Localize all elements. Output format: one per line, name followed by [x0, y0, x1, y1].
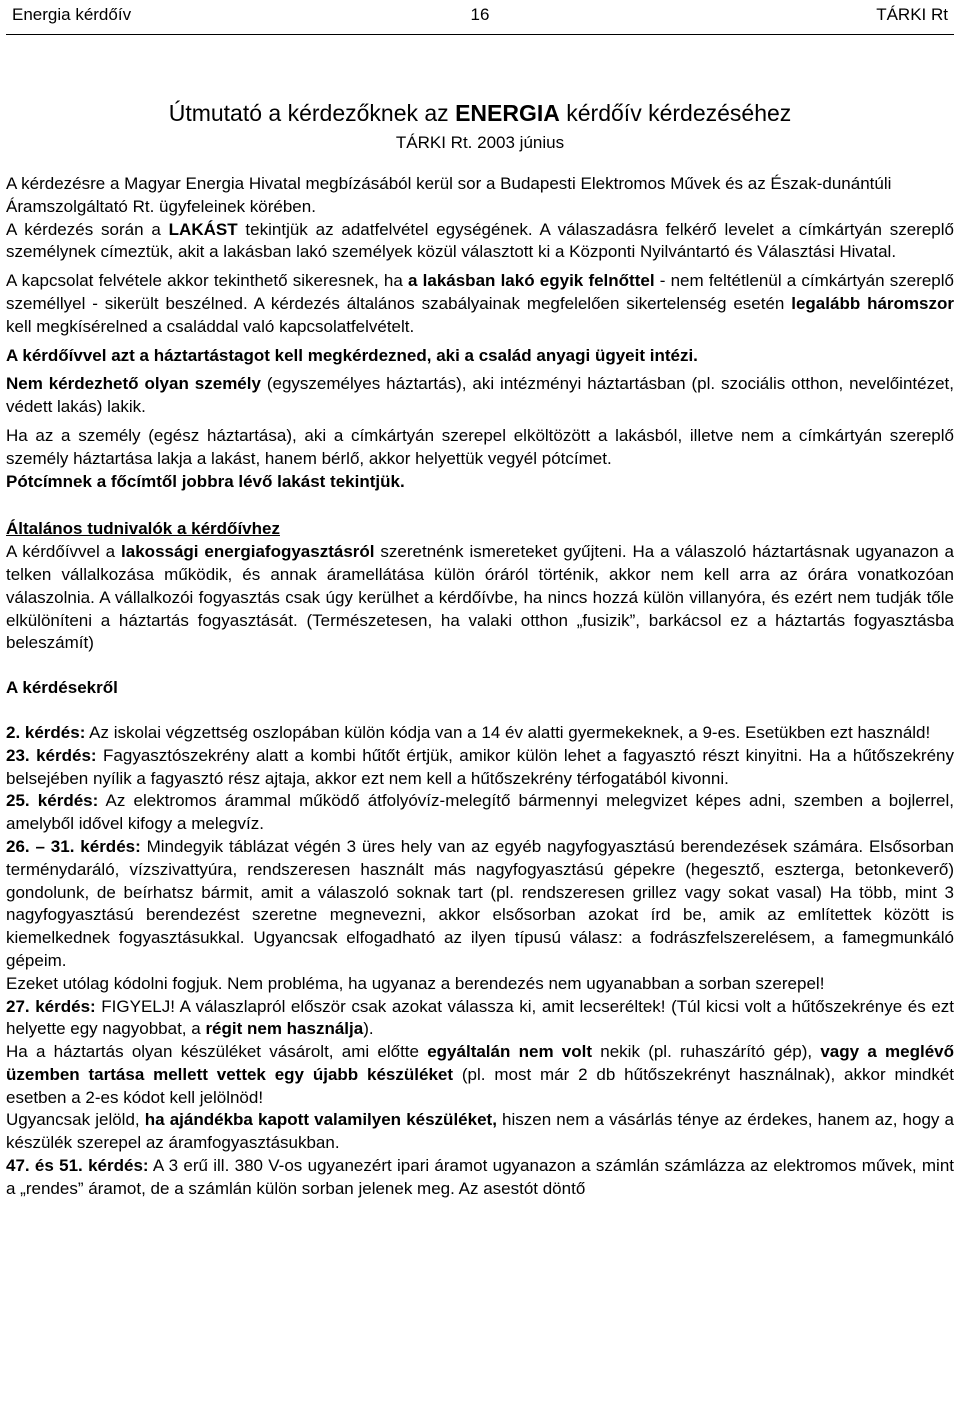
intro-2b: a lakásban lakó egyik felnőttel — [408, 271, 655, 291]
intro-paragraph-1a: A kérdezésre a Magyar Energia Hivatal megbízásából kerül sor a Budapesti Elektromos Művek és az Észak-dunántúli Áramszolgáltató Rt. ügyfeleinek körében. — [6, 174, 892, 216]
page-header — [6, 0, 954, 35]
intro-paragraph-4 — [6, 373, 954, 419]
intro-4-bold: Nem kérdezhető olyan személy — [6, 374, 261, 394]
general-paragraph — [6, 541, 954, 655]
intro-paragraph-3 — [6, 345, 954, 368]
intro-2e: legalább háromszor — [791, 293, 954, 313]
title-post: kérdőív kérdezéséhez — [559, 100, 792, 126]
general-b: lakossági energiafogyasztásról — [121, 542, 375, 562]
question-25-text: Az elektromos árammal működő átfolyóvíz-melegítő bármennyi melegvizet képes adni, szemben a bojlerrel, amelyből idővel kifogy a melegvíz. — [6, 791, 954, 834]
question-27-p3-b: ha ajándékba kapott valamilyen készüléket, — [144, 1110, 497, 1130]
intro-2d: A kérdezés általános szabályainak megfelelően sikertelenség esetén — [247, 293, 792, 313]
question-47-51 — [6, 1155, 954, 1201]
question-26-label: 26. – 31. kérdés: — [6, 836, 141, 856]
question-27-b: régit nem használja — [205, 1019, 364, 1039]
question-27-p2-a: Ha a háztartás olyan készüléket vásárolt, ami előtte — [6, 1042, 428, 1062]
question-27 — [6, 996, 954, 1042]
question-47-text: A 3 erű ill. 380 V-os ugyanezért ipari áramot ugyanazon a számlán számlázza az elektromos művek, mint a „rendes” áramot, de a számlán külön sorban jelenek meg. Az asestót döntő — [6, 1156, 954, 1198]
question-26-31 — [6, 836, 954, 973]
question-26-extra: Ezeket utólag kódolni fogjuk. Nem probléma, ha ugyanaz a berendezés nem ugyanabban a sorban szerepel! — [6, 973, 825, 993]
question-27-p2-c: nekik (pl. ruhaszárító gép), — [592, 1042, 821, 1062]
question-27-label: 27. kérdés: — [6, 996, 96, 1016]
header-right: TÁRKI Rt — [876, 5, 948, 24]
intro-2a: A kapcsolat felvétele akkor tekinthető sikeresnek, ha — [6, 271, 408, 291]
intro-1b-pre: A kérdezés során a — [6, 219, 169, 239]
intro-5-bold: Pótcímnek a főcímtől jobbra lévő lakást tekintjük. — [6, 471, 405, 491]
section-heading-questions: A kérdésekről — [6, 678, 118, 698]
intro-1c: A válaszadásra felkérő levelet a címkártyán szereplő személynek címeztük, akit a lakásban lakó személyek közül választott ki a Központi Nyilvántartó és Választási Hivatal. — [6, 219, 954, 262]
general-a: A kérdőívvel a — [6, 542, 122, 562]
question-25-label: 25. kérdés: — [6, 791, 99, 811]
intro-2f: kell megkísérelned a családdal való kapcsolatfelvételt. — [6, 316, 415, 336]
question-27-p2-d: vagy a meglévő üzemben tartása mellett vettek egy újabb készüléket — [6, 1042, 954, 1084]
question-27-c: ). — [363, 1019, 374, 1039]
question-2-text: Az iskolai végzettség oszlopában külön kódja van a 14 év alatti gyermekeknek, a 9-es. Esetükben ezt használd! — [85, 722, 931, 742]
question-27-paragraph-2 — [6, 1041, 954, 1109]
intro-2c: - nem feltétlenül a címkártyán szereplő személlyel - sikerült beszélned. — [6, 271, 954, 313]
question-2-label: 2. kérdés: — [6, 722, 86, 742]
question-27-paragraph-3 — [6, 1109, 954, 1155]
question-23 — [6, 745, 954, 791]
intro-1b-post: tekintjük az adatfelvétel egységének. — [237, 219, 533, 239]
question-23-label: 23. kérdés: — [6, 745, 97, 765]
document-subtitle: TÁRKI Rt. 2003 június — [395, 133, 565, 152]
intro-4-text: (egyszemélyes háztartás), aki intézményi háztartásban (pl. szociális otthon, nevelőintézet, védett lakás) lakik. — [6, 374, 954, 417]
question-26-text: Mindegyik táblázat végén 3 üres hely van az egyéb nagyfogyasztású berendezések számára. Elsősorban terménydaráló, vízszivattyúra, rendszeresen használt más nagyfogyasztású gépekre (hegesztő, eszterga, betonkeverő) gondolunk, de beírhatsz bármit, amit a válaszoló soknak tart (pl. rendszeresen grillez vagy sokat vasal) Ha több, mint 3 nagyfogyasztású berendezést szeretne megnevezni, akkor elsősorban azokat írd be, amik az említettek között is kiemelkednek fogyasztásukkal. Ugyancsak elfogadható az ilyen típusú válasz: a fodrászfelszerelésem, a famegmunkáló gépeim. — [6, 836, 954, 970]
question-27-p3-c: hiszen nem a vásárlás ténye az érdekes, hanem az, hogy a készülék szerepel az áramfogyasztásukban. — [6, 1110, 954, 1153]
title-bold: ENERGIA — [455, 100, 560, 126]
intro-1b-bold: LAKÁST — [168, 219, 238, 239]
question-47-label: 47. és 51. kérdés: — [6, 1156, 149, 1176]
question-25 — [6, 790, 954, 836]
title-pre: Útmutató a kérdezőknek az — [168, 100, 456, 126]
section-heading-general: Általános tudnivalók a kérdőívhez — [6, 519, 280, 539]
general-c: szeretnénk ismereteket gyűjteni. Ha a válaszoló háztartásnak ugyanazon a telken vállalkozása működik, és annak áramellátása külön óráról történik, akkor nem kell arra az órára vonatkozóan válaszolnia. A vállalkozói fogyasztás csak úgy kerülhet a kérdőívbe, ha nincs hozzá külön villanyóra, és ezért nem tudják tőle elkülöníteni a háztartás fogyasztását. (Természetesen, ha valaki otthon „fusizik”, barkácsol ez a háztartás fogyasztásba beleszámít) — [6, 542, 954, 653]
question-27-p2-e: (pl. most már 2 db hűtőszekrényt használnak), akkor mindkét esetben a 2-es kódot kell jelölnöd! — [6, 1064, 954, 1107]
question-27-p3-a: Ugyancsak jelöld, — [6, 1110, 145, 1130]
intro-paragraph-5: Ha az a személy (egész háztartása), aki a címkártyán szerepel elköltözött a lakásból, illetve nem a címkártyán szereplő személy háztartása lakja a lakást, hanem bérlő, akkor helyettük vegyél pótcímet. — [6, 425, 954, 468]
question-23-text: Fagyasztószekrény alatt a kombi hűtőt értjük, amikor külön lehet a fagyasztó részt kinyitni. Ha a hűtőszekrény belsejében nyílik a fagyasztó rész ajtaja, akkor ezt nem kell a hűtőszekrény térfogatából kivonni. — [6, 745, 954, 788]
intro-paragraph-2 — [6, 270, 954, 338]
header-left: Energia kérdőív — [12, 5, 132, 24]
question-27-p2-b: egyáltalán nem volt — [427, 1042, 593, 1062]
header-page-number: 16 — [470, 5, 490, 24]
question-2 — [6, 722, 954, 745]
intro-paragraph-1b — [6, 219, 954, 265]
question-27-a: FIGYELJ! A válaszlapról először csak azokat válassza ki, amit lecseréltek! (Túl kicsi volt a hűtőszekrénye és ezt helyette egy nagyobbat, a — [6, 996, 954, 1039]
intro-3-bold: A kérdőívvel azt a háztartástagot kell megkérdezned, aki a család anyagi ügyeit intézi. — [6, 345, 698, 365]
document-title — [6, 98, 954, 128]
intro-paragraph-5-bold — [6, 471, 954, 494]
